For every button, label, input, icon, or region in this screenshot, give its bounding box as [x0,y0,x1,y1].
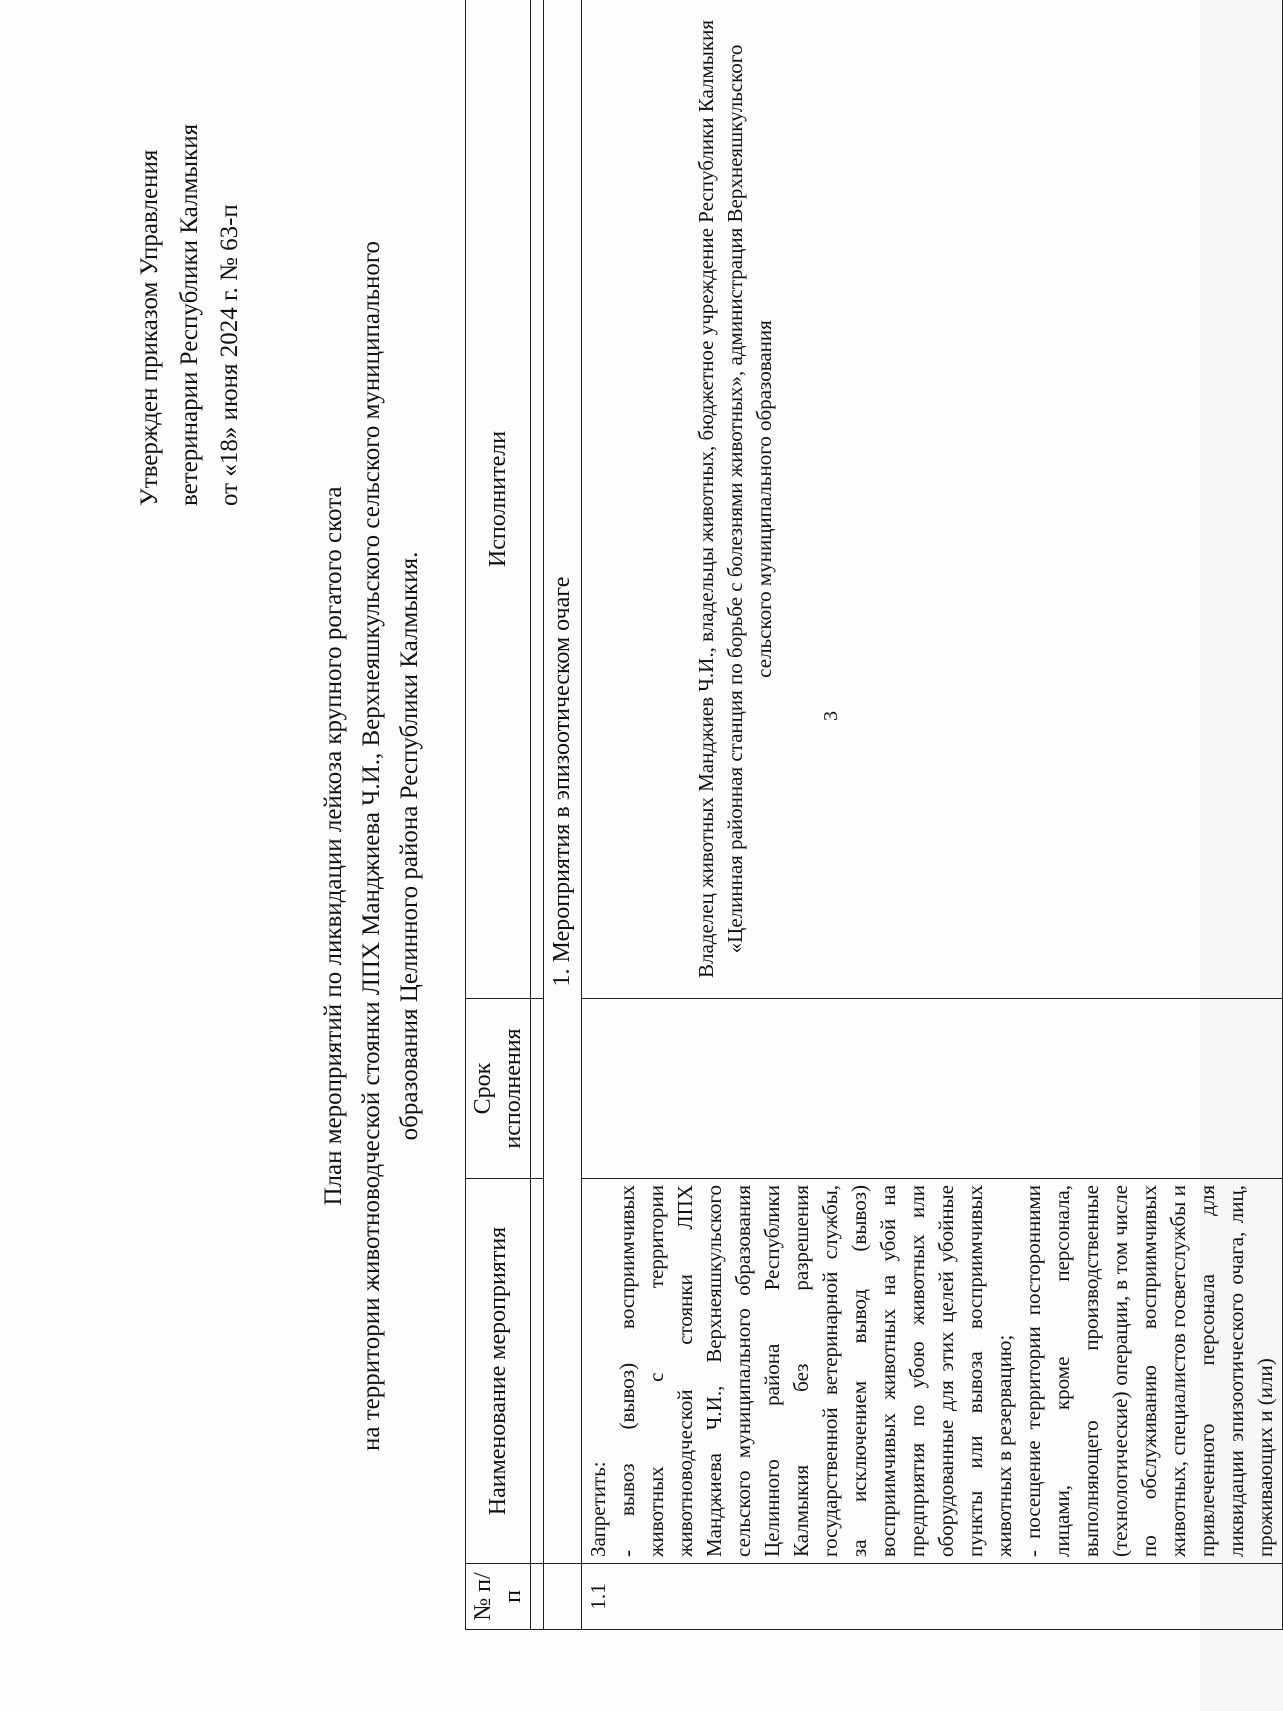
approval-stamp [130,123,250,506]
spacer-row [531,0,544,1630]
measures-table [465,0,1283,1630]
approval-line: ветеринарии Республики Калмыкия [176,123,203,506]
document-title [315,121,429,1571]
section-row [544,0,582,1630]
table-header-row [466,0,531,1630]
title-line: План мероприятий по ликвидации лейкоза крупного рогатого скота [320,486,347,1206]
header-deadline: Срок исполнения [466,999,531,1179]
row-num: 1.1 [582,1564,1283,1630]
header-measure: Наименование мероприятия [466,1179,531,1564]
header-num: № п/п [466,1564,531,1630]
section-title: 1. Мероприятия в эпизоотическом очаге [544,0,582,1564]
page-number: 3 [820,711,842,721]
measure-line: - вывоз (вывоз) восприимчивых животных с территории животноводческой стоянки ЛПХ Манджиева Ч.И., Верхнеяшкульского сельского муниципального образования Целинного района Республики Калмыкия без разрешения государственной ветеринарной службы, за исключением вывод (вывоз) восприимчивых животных на убой на предприятия по убою животных или оборудованные для этих целей убойные пункты или вывоза восприимчивых животных в резервацию; [615,1185,1016,1557]
title-line: на территории животноводческой стоянки ЛПХ Манджиева Ч.И., Верхнеяшкульского сельского муниципального [358,240,385,1452]
approval-line: от «18» июня 2024 г. № 63-п [216,204,243,506]
row-deadline [582,999,1283,1179]
header-executors: Исполнители [466,0,531,999]
table-row [582,0,1283,1630]
title-line: образования Целинного района Республики Калмыкия. [396,551,423,1141]
row-executors: Владелец животных Манджиев Ч.И., владельцы животных, бюджетное учреждение Республики Калмыкия «Целинная районная станция по борьбе с болезнями животных», администрация Верхнеяшкульского сельского муниципального образования [582,0,1283,999]
measure-line: - посещение территории посторонними лицами, кроме персонала, выполняющего производственные (технологические) операции, в том числе по обслуживанию восприимчивых животных, специалистов госветслужбы и привлеченного персонала для ликвидации эпизоотического очага, лиц, проживающих и (или) [1021,1185,1277,1557]
approval-line: Утвержден приказом Управления [136,149,163,506]
measure-line: Запретить: [586,1461,610,1557]
section-num-cell [544,1564,582,1630]
row-measure [582,1179,1283,1564]
